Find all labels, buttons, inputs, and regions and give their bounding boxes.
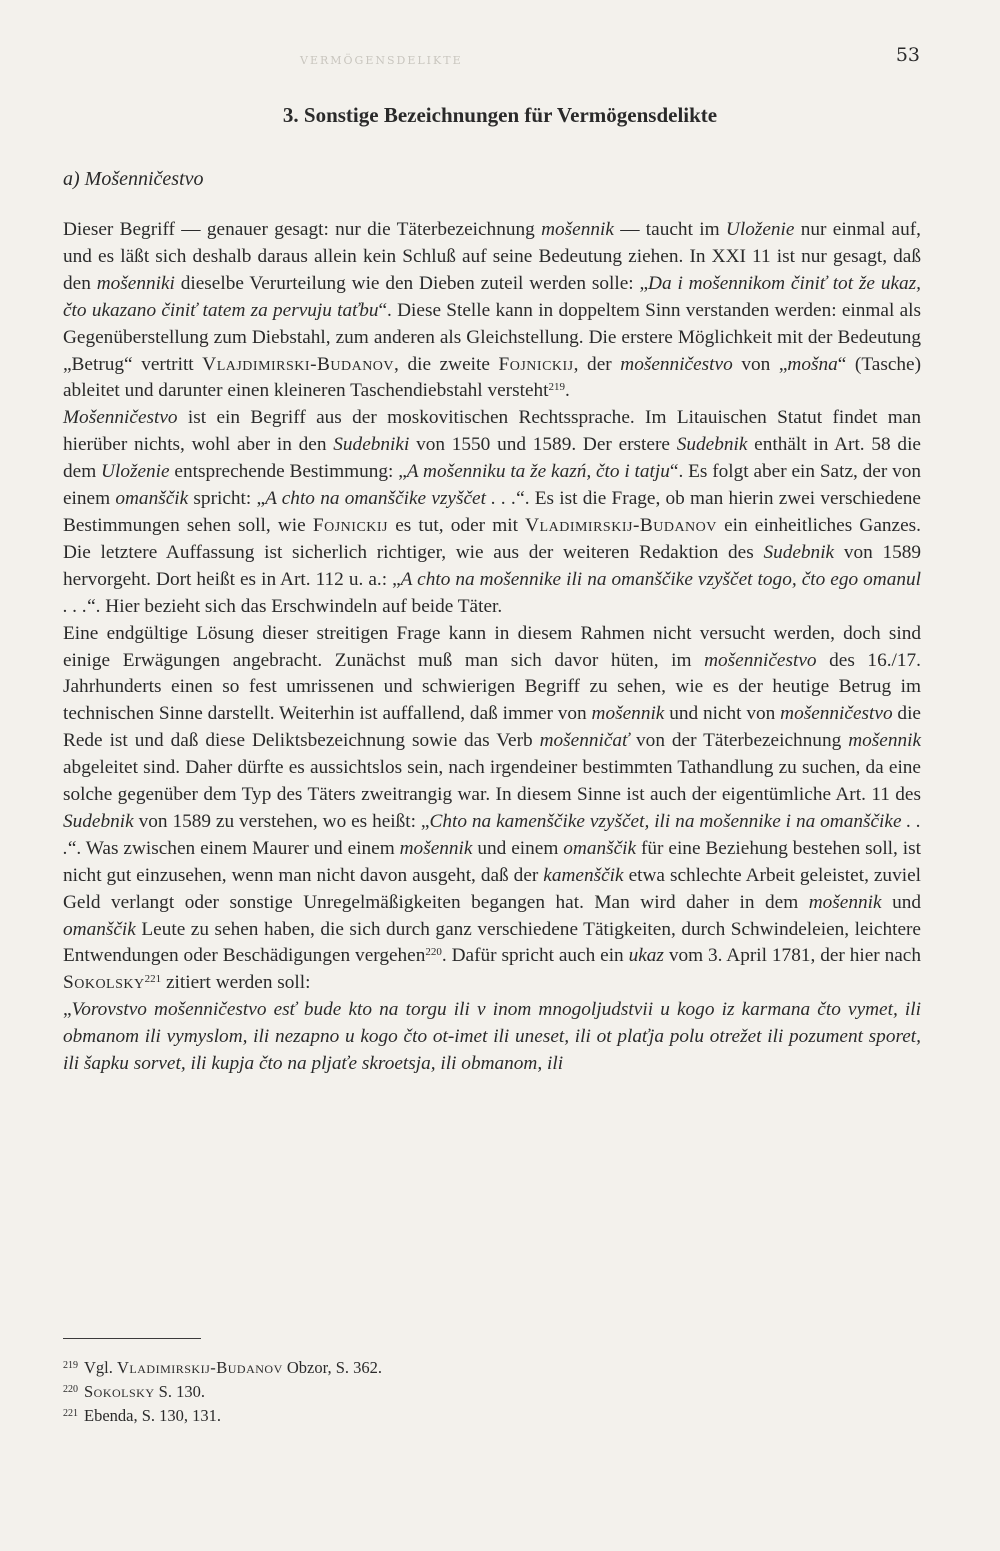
- text: Leute zu sehen haben, die sich durch ganz verschiedene Tätigkeiten, durch Schwindeleien, leichtere Entwendungen oder Beschädigungen vergehen: [63, 918, 921, 967]
- paragraph-2: [63, 405, 921, 620]
- quote: Chto na kamenščike vzyščet, ili na mošennike i na omanščike . . .: [63, 810, 921, 859]
- text: von der Täterbezeichnung: [629, 730, 849, 752]
- text: die Rede ist und daß diese Deliktsbezeichnung sowie das Verb: [63, 703, 921, 752]
- text: S. 130.: [154, 1382, 205, 1401]
- term: omanščik: [115, 488, 189, 510]
- text: des 16./17. Jahrhunderts einen so fest umrissenen und schwierigen Begriff zu sehen, wie es der heutige Betrug im technischen Sinne darstellt. Weiterhin ist auffallend, daß immer von: [63, 649, 921, 725]
- text: Dieser Begriff — genauer gesagt: nur die Täterbezeichnung: [63, 219, 542, 240]
- term: ukaz: [628, 945, 664, 967]
- footnote-number: 221: [63, 1408, 78, 1419]
- quote: A chto na mošennike ili na omanščike vzyščet togo, čto ego omanul . . .: [63, 568, 921, 617]
- text: Eine endgültige Lösung dieser streitigen Frage kann in diesem Rahmen nicht versucht werden, doch sind einige Erwägungen angebracht. Zunächst muß man sich davor hüten, im: [63, 622, 921, 671]
- footnotes: [63, 1356, 763, 1428]
- term: mošenničestvo: [620, 353, 733, 375]
- term: Sudebnik: [63, 810, 134, 832]
- text: und: [881, 891, 922, 913]
- subsection-title: a) Mošenničestvo: [63, 168, 204, 190]
- term: kamenščik: [543, 864, 624, 886]
- text: . Dafür spricht auch ein: [441, 945, 629, 967]
- term: mošna: [787, 353, 838, 375]
- footnote-221: [63, 1404, 763, 1428]
- section-title: 3. Sonstige Bezeichnungen für Vermögensdelikte: [282, 103, 718, 127]
- text: “ (Tasche) ableitet und darunter einen kleineren Taschendiebstahl versteht: [63, 353, 922, 402]
- author-name: Fojnickij: [498, 353, 574, 375]
- footnote-220: [63, 1380, 763, 1404]
- text: etwa schlechte Arbeit geleistet, zuviel Geld verlangt oder sonstige Unregelmäßigkeiten begangen hat. Man wird daher in dem: [63, 864, 921, 913]
- text: von 1589 hervorgeht. Dort heißt es in Art. 112 u. a.: „: [63, 541, 922, 590]
- text: “. Hier bezieht sich das Erschwindeln auf beide Täter.: [87, 595, 503, 617]
- term: Sudebniki: [333, 434, 410, 456]
- term: Sudebnik: [763, 541, 835, 563]
- paragraph-3: [63, 621, 921, 998]
- quote: A mošenniku ta že kazń, čto i tatju: [406, 461, 670, 483]
- text: nur einmal auf, und es läßt sich deshalb daraus allein kein Schluß auf seine Bedeutung ziehen. In XXI 11 ist nur gesagt, daß den: [63, 219, 921, 294]
- text: entsprechende Bestimmung: „: [169, 461, 407, 483]
- text: , die zweite: [394, 353, 499, 375]
- term: omanščik: [63, 918, 136, 940]
- author-name: Vladimirskij-Budanov: [525, 514, 717, 536]
- text: — taucht im: [613, 219, 726, 240]
- footnote-ref[interactable]: 220: [425, 946, 442, 959]
- text: “. Es folgt aber ein Satz, der von einem: [63, 461, 922, 510]
- paragraph-4: [63, 997, 921, 1078]
- text: spricht: „: [188, 488, 266, 510]
- author-name: Fojnickij: [312, 514, 389, 536]
- term: Uloženie: [101, 461, 170, 483]
- term: mošenniki: [96, 272, 175, 294]
- text: „: [63, 999, 72, 1021]
- footnote-divider: [63, 1338, 201, 1339]
- term: omanščik: [563, 837, 637, 859]
- footnote-number: 219: [63, 1360, 78, 1371]
- term: mošennik: [808, 891, 882, 913]
- text: Obzor, S. 362.: [282, 1358, 382, 1377]
- text: “. Es ist die Frage, ob man hierin zwei verschiedene Bestimmungen sehen soll, wie: [63, 488, 921, 536]
- term: mošenničestvo: [780, 703, 893, 725]
- footnote-219: [63, 1356, 763, 1380]
- term: mošennik: [399, 837, 473, 859]
- text: ist ein Begriff aus der moskovitischen Rechtssprache. Im Litauischen Statut findet man hierüber nichts, wohl aber in den: [63, 407, 921, 456]
- term: Sudebnik: [676, 434, 748, 456]
- text: “. Diese Stelle kann in doppeltem Sinn verstanden werden: einmal als Gegenüberstellung zum Diebstahl, zum anderen als Gleichstellung. Die erstere Möglichkeit mit der Bedeutung „Betrug“ vertritt: [63, 299, 922, 375]
- text: “. Was zwischen einem Maurer und einem: [67, 837, 400, 859]
- text: zitiert werden soll:: [161, 972, 311, 994]
- text: .: [565, 380, 570, 402]
- author-name: Sokolsky: [63, 972, 145, 994]
- text: vom 3. April 1781, der hier nach: [663, 945, 921, 967]
- quote: A chto na omanščike vzyščet . . .: [265, 488, 517, 510]
- author-name: Vlajdimirski-Budanov: [202, 353, 395, 375]
- text: von „: [732, 353, 788, 375]
- text: es tut, oder mit: [388, 514, 526, 536]
- text: enthält in Art. 58 die dem: [63, 434, 921, 483]
- paragraph-1: [63, 217, 921, 405]
- text: und einem: [472, 837, 564, 859]
- text: von 1589 zu verstehen, wo es heißt: „: [133, 810, 430, 832]
- term: mošenničestvo: [704, 649, 817, 671]
- footnote-ref[interactable]: 221: [144, 973, 162, 986]
- term: mošennik: [848, 730, 922, 752]
- text: dieselbe Verurteilung wie den Dieben zuteil werden solle: „: [174, 272, 649, 294]
- text: abgeleitet sind. Daher dürfte es aussichtslos sein, nach irgendeiner bestimmten Tathandlung zu suchen, da eine solche gegenüber dem Typ des Täters zweitrangig war. In diesem Sinne ist auch der eigentümliche Art. 11 des: [63, 757, 921, 806]
- term: Uloženie: [725, 219, 795, 240]
- author-name: Vladimirskij-Budanov: [117, 1358, 283, 1377]
- running-header: VERMÖGENSDELIKTE: [300, 54, 463, 67]
- quote: Vorovstvo mošenničestvo esť bude kto na torgu ili v inom mnogoljudstvii u kogo iz karmana čto vymet, ili obmanom ili vymyslom, ili nezapno u kogo čto ot-imet ili uneset, ili ot plaťja polu otrežet ili pozument sporet, ili šapku sorvet, ili kupja čto na pljaťe skroetsja, ili obmanom, ili: [63, 999, 921, 1075]
- term: mošenničať: [539, 730, 630, 752]
- text: Ebenda, S. 130, 131.: [84, 1406, 222, 1425]
- author-name: Sokolsky: [84, 1382, 155, 1401]
- term: mošennik: [541, 219, 614, 240]
- text: von 1550 und 1589. Der erstere: [409, 434, 677, 456]
- text: ein einheitliches Ganzes. Die letztere Auffassung ist sicherlich richtiger, wie aus der weiteren Redaktion des: [63, 514, 921, 563]
- body-text: [63, 217, 921, 1078]
- page-number: 53: [895, 44, 920, 66]
- text: Vgl.: [84, 1358, 117, 1377]
- term: Mošenničestvo: [63, 407, 178, 429]
- text: , der: [573, 353, 621, 375]
- footnote-number: 220: [63, 1384, 78, 1395]
- text: für eine Beziehung bestehen soll, ist nicht gut einzusehen, wenn man nicht davon ausgeht, daß der: [63, 837, 921, 886]
- term: mošennik: [591, 703, 665, 725]
- quote: Da i mošennikom činiť tot že ukaz, čto ukazano činiť tatem za pervuju taťbu: [63, 272, 921, 321]
- footnote-ref[interactable]: 219: [548, 381, 565, 394]
- text: und nicht von: [664, 703, 781, 725]
